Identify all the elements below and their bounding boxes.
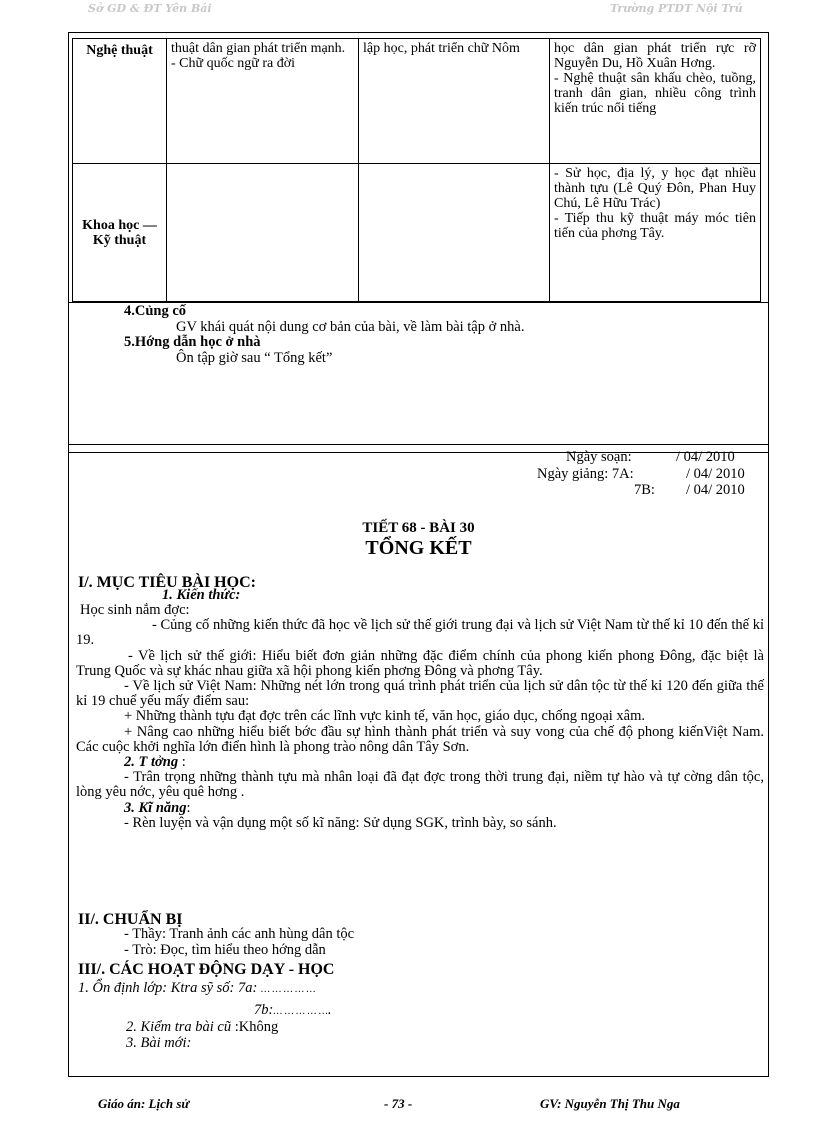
objectives-body: Học sinh nắm đợc: - Củng cố những kiến thức đã học về lịch sử thế giới trung đại và lịch sử Việt Nam từ thế kỉ 10 đến thế kỉ 19. - Về lịch sử thế giới: Hiểu biết đơn giản những đặc điểm chính của phong kiến phong Đông, đặc biệt là Trung Quốc và sự khác nhau giữa xã hội phong kiến phơng Đông và phơng Tây. - Về lịch sử Việt Nam: Những nét lớn trong quá trình phát triển của lịch sử dân tộc từ thế kỉ 120 đến giữa thế kỉ 19 chuể yếu mấy điểm sau: + Những thành tựu đạt đợc trên các lĩnh vực kinh tế, văn học, giáo dục, chống ngoại xâm. + Nâng cao những hiểu biết bớc đầu sự hình thành phát triển và suy vong của chế độ phong kiếnViệt Nam. Các cuộc khởi nghĩa lớn điển hình là phong trào nông dân Tây Sơn. 2. T tởng : - Trân trọng những thành tựu mà nhân loại đã đạt đợc trong thời trung đại, niềm tự hào và tự cờng dân tộc, lòng yêu nớc, yêu quê hơng . 3. Kĩ năng: - Rèn luyện và vận dụng một số kĩ năng: Sử dụng SGK, trình bày, so sánh. xyxy=(76,602,764,831)
homework-heading: 5.Hớng dẫn học ở nhà xyxy=(124,334,261,350)
section2-heading: II/. CHUẨN BỊ xyxy=(78,911,183,928)
homework-text: Ôn tập giờ sau “ Tổng kết” xyxy=(176,350,333,366)
divider xyxy=(68,452,769,453)
cell-science-col4: - Sử học, địa lý, y học đạt nhiều thành tựu (Lê Quý Đôn, Phan Huy Chú, Lê Hữu Trác) - Tiếp thu kỹ thuật máy móc tiên tiến của phơng Tây. xyxy=(550,164,761,302)
header-left: Sở GD & ĐT Yên Bái xyxy=(88,2,212,15)
lesson-title: TỔNG KẾT xyxy=(365,537,472,559)
skills-subheading: 3. Kĩ năng xyxy=(124,799,187,816)
date-giang-7b: / 04/ 2010 xyxy=(686,482,745,498)
step1-text: 1. Ổn định lớp: Ktra sỹ số: 7a: … … … … … xyxy=(78,980,316,996)
cell-science-col3 xyxy=(359,164,550,302)
summary-table xyxy=(72,38,761,302)
step3-text: 3. Bài mới: xyxy=(126,1035,192,1051)
knowledge-subheading: 1. Kiến thức: xyxy=(162,587,241,603)
row-label-arts: Nghệ thuật xyxy=(73,39,167,164)
header-right: Trường PTDT Nội Trú xyxy=(610,2,743,15)
step1-7b: 7b:… … … … …. xyxy=(254,1002,332,1018)
divider xyxy=(68,444,769,445)
preparation-teacher: - Thầy: Tranh ảnh các anh hùng dân tộc xyxy=(124,926,355,942)
cell-arts-col3: lập học, phát triển chữ Nôm xyxy=(359,39,550,164)
consolidation-text: GV khái quát nội dung cơ bản của bài, về làm bài tập ở nhà. xyxy=(176,319,525,335)
date-giang-label: Ngày giảng: 7A: xyxy=(537,466,634,482)
date-soan-value: / 04/ 2010 xyxy=(676,449,735,465)
attitude-subheading: 2. T tởng xyxy=(124,754,179,771)
section3-heading: III/. CÁC HOẠT ĐỘNG DẠY - HỌC xyxy=(78,961,335,978)
page-number: - 73 - xyxy=(384,1096,413,1111)
section1-heading: I/. MỤC TIÊU BÀI HỌC: xyxy=(78,574,256,591)
cell-science-col2 xyxy=(167,164,359,302)
footer-left: Giáo án: Lịch sử xyxy=(98,1096,190,1111)
consolidation-heading: 4.Củng cố xyxy=(124,303,187,319)
step2-text: 2. Kiểm tra bài cũ :Không xyxy=(126,1019,279,1035)
table-row xyxy=(73,39,761,164)
class-7b-label: 7B: xyxy=(634,482,655,498)
date-giang-7a: / 04/ 2010 xyxy=(686,466,745,482)
cell-arts-col2: thuật dân gian phát triển mạnh. - Chữ quốc ngữ ra đời xyxy=(167,39,359,164)
preparation-student: - Trò: Đọc, tìm hiểu theo hớng dẫn xyxy=(124,942,326,958)
footer-right: GV: Nguyễn Thị Thu Nga xyxy=(540,1096,680,1111)
table-row xyxy=(73,164,761,302)
row-label-science: Khoa học — Kỹ thuật xyxy=(73,164,167,302)
date-soan-label: Ngày soạn: xyxy=(566,449,632,465)
lesson-number: TIẾT 68 - BÀI 30 xyxy=(362,520,475,536)
cell-arts-col4: học dân gian phát triển rực rỡ Nguyễn Du, Hồ Xuân Hơng. - Nghệ thuật sân khấu chèo, tuồng, tranh dân gian, nhiều công trình kiến trúc nổi tiếng xyxy=(550,39,761,164)
